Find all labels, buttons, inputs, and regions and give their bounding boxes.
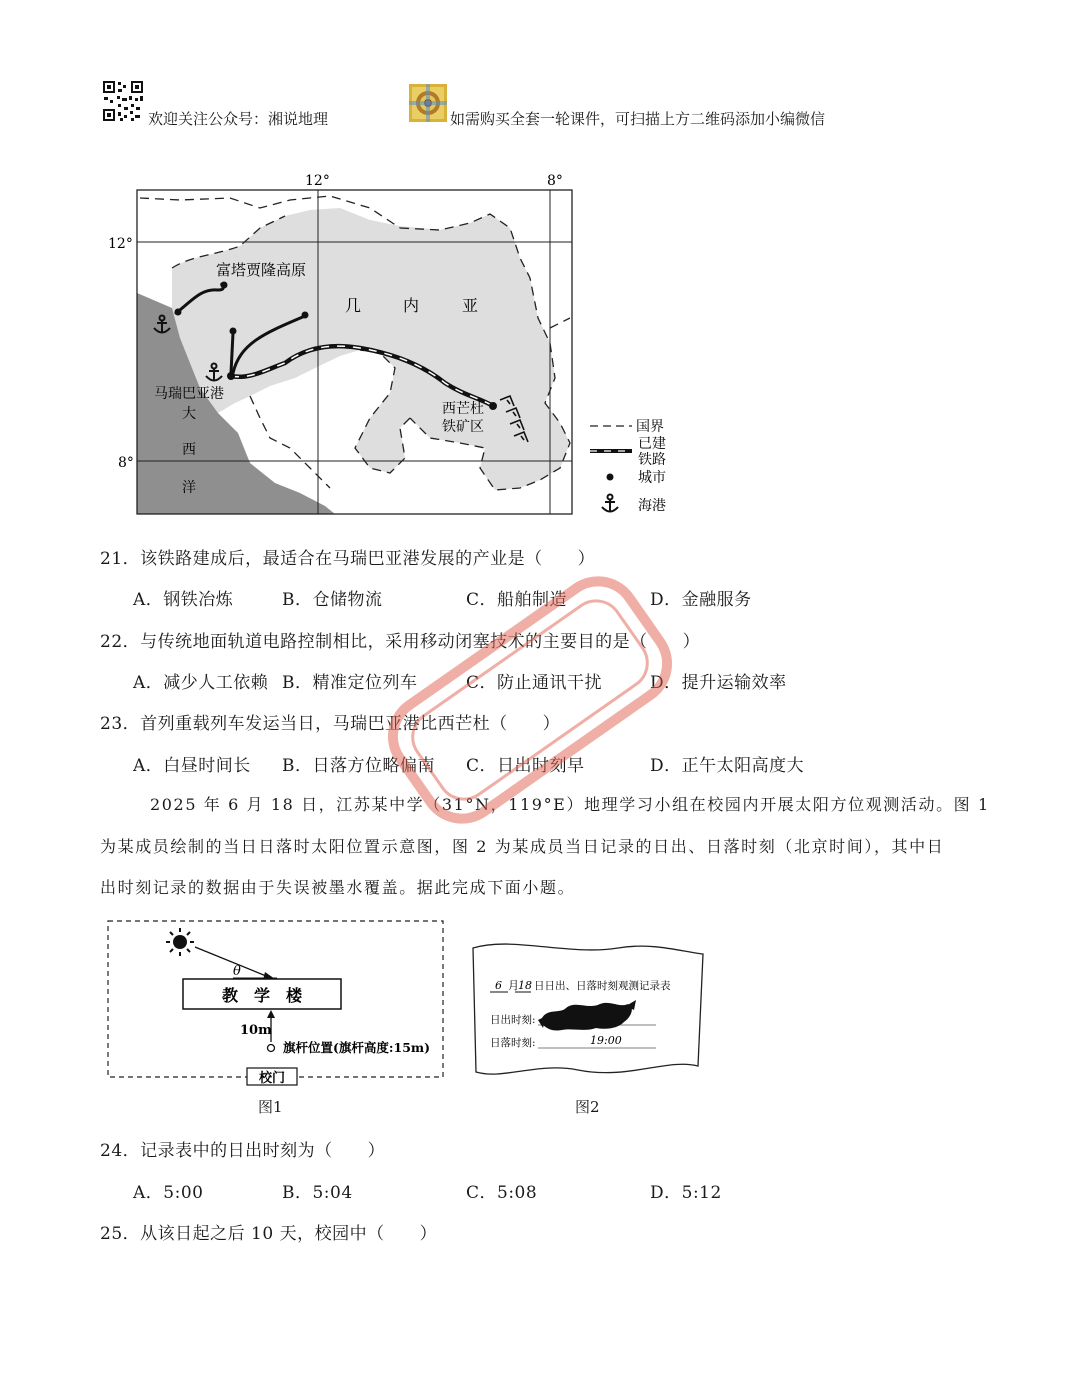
port-city-label: 马瑞巴亚港 (154, 386, 224, 402)
legend-border: 国界 (636, 419, 664, 435)
city-dot (221, 282, 228, 289)
q23-option-a: A．白昼时间长 (133, 756, 251, 776)
sunset-value: 19:00 (590, 1034, 622, 1047)
header-left-text: 欢迎关注公众号：湘说地理 (148, 110, 329, 128)
header-right-text: 如需购买全套一轮课件，可扫描上方二维码添加小编微信 (450, 110, 826, 128)
question-24: 24．记录表中的日出时刻为（ ） (100, 1141, 386, 1161)
legend-railway-2: 铁路 (638, 452, 666, 468)
legend-port: 海港 (638, 498, 666, 514)
q24-option-d: D．5:12 (650, 1183, 722, 1203)
q21-option-d: D．金融服务 (650, 590, 752, 610)
figure-2-caption: 图2 (575, 1098, 600, 1116)
passage-line-1: 2025 年 6 月 18 日，江苏某中学（31°N，119°E）地理学习小组在校园内开展太阳方位观测活动。图 1 (150, 795, 990, 814)
ocean-char: 大 (182, 406, 196, 422)
figure-1-caption: 图1 (258, 1098, 283, 1116)
mine-label-1: 西芒杜 (442, 401, 484, 417)
q22-option-a: A．减少人工依赖 (133, 673, 269, 693)
sunrise-label: 日出时刻: (490, 1014, 536, 1026)
q23-option-c: C．日出时刻早 (466, 756, 585, 776)
ocean-char: 西 (182, 442, 196, 458)
distance-label: 10m (240, 1023, 272, 1038)
record-title-day: 18 (518, 979, 532, 992)
question-22: 22．与传统地面轨道电路控制相比，采用移动闭塞技术的主要目的是（ ） (100, 632, 701, 652)
city-dot (302, 312, 309, 319)
flagpole-label: 旗杆位置(旗杆高度:15m) (283, 1040, 431, 1055)
ocean-char: 洋 (182, 480, 196, 496)
figure-1-sun-position-diagram (105, 918, 450, 1088)
figure-2-record-sheet (468, 938, 708, 1088)
city-dot (227, 372, 235, 380)
question-25: 25．从该日起之后 10 天，校园中（ ） (100, 1224, 438, 1244)
flagpole-icon (268, 1045, 275, 1052)
passage-line-2: 为某成员绘制的当日日落时太阳位置示意图，图 2 为某成员当日记录的日出、日落时刻（北京时间），其中日 (100, 837, 945, 856)
mine-label-2: 铁矿区 (442, 419, 484, 435)
city-dot (489, 402, 497, 410)
country-char: 亚 (462, 296, 479, 315)
city-dot (230, 328, 237, 335)
lat-label-8: 8° (118, 455, 134, 471)
sunset-label: 日落时刻: (490, 1037, 536, 1049)
q22-option-c: C．防止通讯干扰 (466, 673, 603, 693)
school-gate-label: 校门 (258, 1071, 286, 1086)
q23-option-d: D．正午太阳高度大 (650, 756, 805, 776)
record-title-month: 6 (495, 979, 502, 992)
lon-label-12: 12° (305, 173, 330, 189)
q21-option-a: A．钢铁冶炼 (133, 590, 234, 610)
legend-anchor-icon (602, 495, 618, 513)
legend-railway-1: 已建 (638, 436, 666, 452)
plateau-label: 富塔贾隆高原 (216, 261, 307, 279)
q21-option-b: B．仓储物流 (282, 590, 383, 610)
question-23: 23．首列重载列车发运当日，马瑞巴亚港比西芒杜（ ） (100, 714, 561, 734)
lat-label-12: 12° (108, 236, 133, 252)
passage-line-3: 出时刻记录的数据由于失误被墨水覆盖。据此完成下面小题。 (100, 878, 576, 897)
theta-label: θ (233, 964, 241, 979)
sun-icon (166, 928, 194, 956)
guinea-railway-map (100, 168, 700, 528)
q22-option-d: D．提升运输效率 (650, 673, 787, 693)
qr-code-left (102, 80, 144, 122)
record-title: 日日出、日落时刻观测记录表 (534, 980, 671, 992)
q22-option-b: B．精准定位列车 (282, 673, 418, 693)
q24-option-a: A．5:00 (133, 1183, 204, 1203)
q24-option-c: C．5:08 (466, 1183, 538, 1203)
lon-label-8: 8° (547, 173, 563, 189)
country-char: 内 (403, 296, 420, 315)
building-label: 教 学 楼 (221, 986, 303, 1005)
q23-option-b: B．日落方位略偏南 (282, 756, 435, 776)
question-21: 21．该铁路建成后，最适合在马瑞巴亚港发展的产业是（ ） (100, 549, 596, 569)
q24-option-b: B．5:04 (282, 1183, 353, 1203)
q21-option-c: C．船舶制造 (466, 590, 568, 610)
record-title-month-char: 月 (508, 979, 519, 992)
legend-city: 城市 (638, 470, 666, 486)
city-dot (175, 309, 182, 316)
country-char: 几 (345, 296, 362, 315)
qr-code-right (409, 84, 447, 122)
